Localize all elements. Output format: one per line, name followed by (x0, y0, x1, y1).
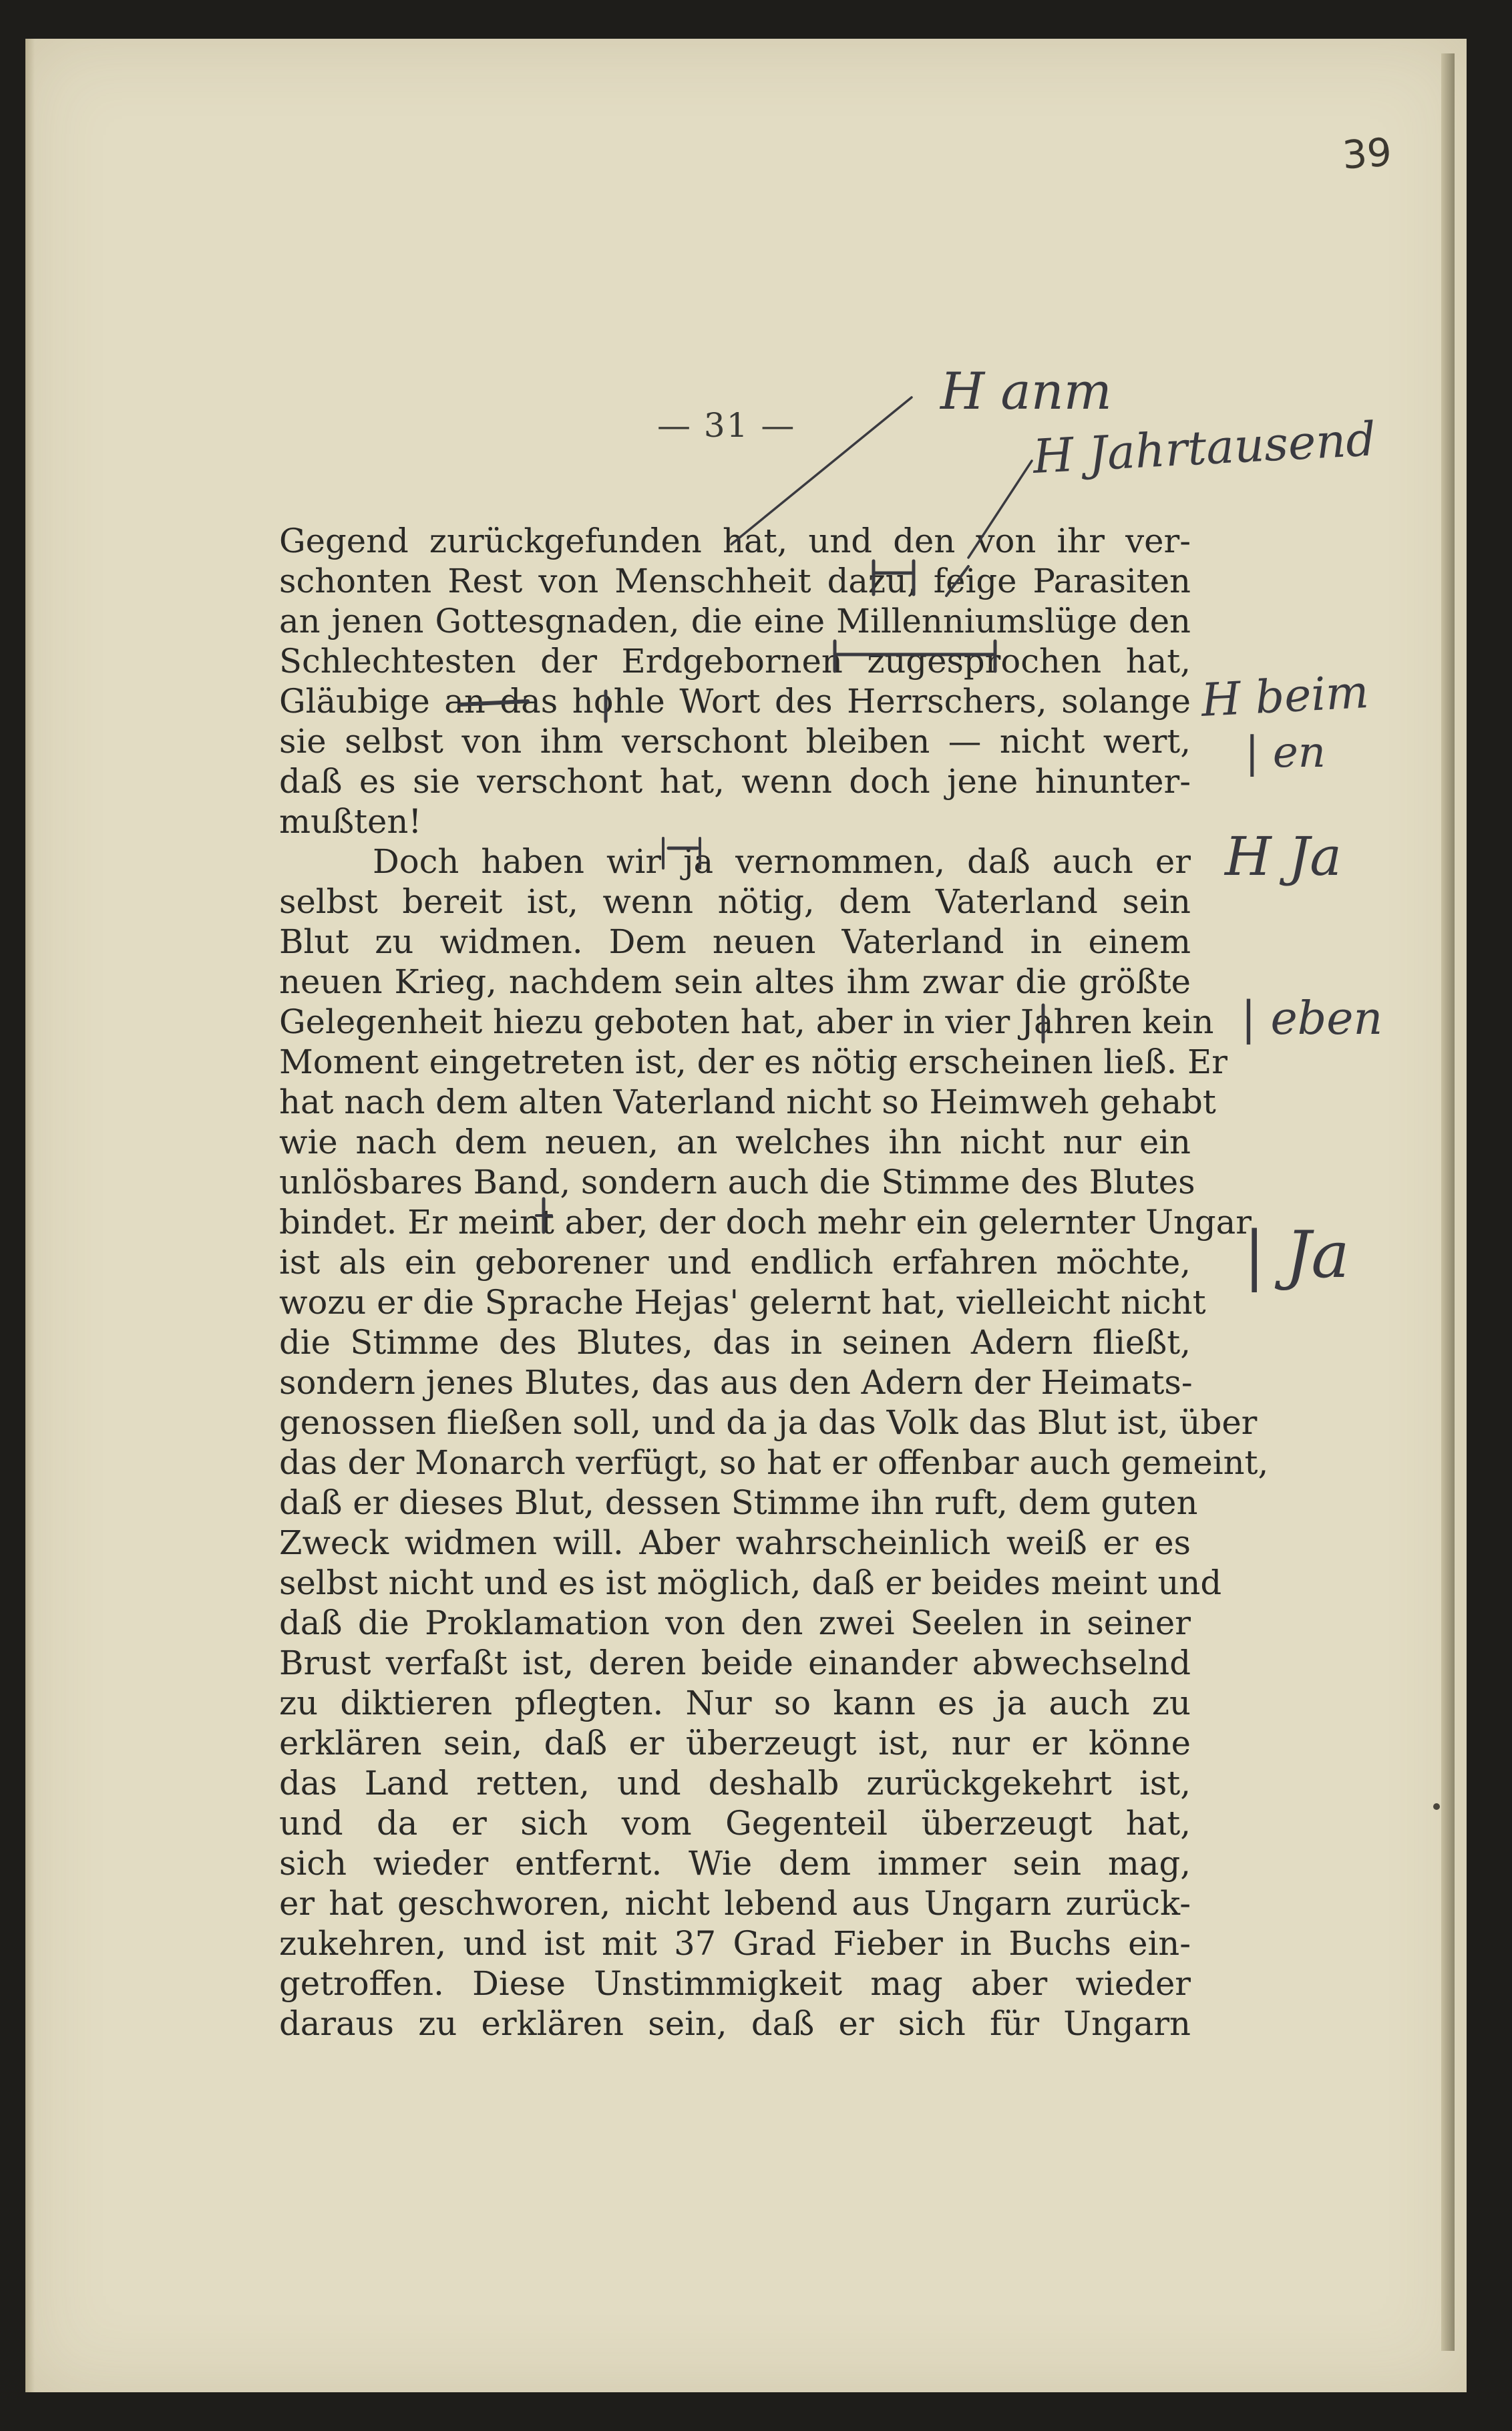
text-line: Schlechtesten der Erdgebornen zugesprochen hat, (279, 642, 1191, 681)
annotation-margin-4: | eben (1241, 992, 1383, 1045)
text-line: und da er sich vom Gegenteil überzeugt hat, (279, 1804, 1191, 1843)
annotation-margin-2: | en (1245, 728, 1326, 777)
text-line: genossen fließen soll, und da ja das Volk das Blut ist, über (279, 1403, 1258, 1442)
page-gutter-shadow (25, 39, 35, 2392)
text-line: das Land retten, und deshalb zurückgekehrt ist, (279, 1764, 1191, 1803)
text-line: wie nach dem neuen, an welches ihn nicht nur ein (279, 1123, 1191, 1161)
text-line: selbst nicht und es ist möglich, daß er beides meint und (279, 1563, 1222, 1602)
text-line: die Stimme des Blutes, das in seinen Adern fließt, (279, 1323, 1191, 1362)
text-line: sich wieder entfernt. Wie dem immer sein mag, (279, 1844, 1191, 1883)
text-line: Gelegenheit hiezu geboten hat, aber in vier Jahren kein (279, 1002, 1214, 1041)
annotation-margin-1: H beim (1199, 665, 1370, 727)
text-line: sondern jenes Blutes, das aus den Adern der Heimats- (279, 1363, 1193, 1402)
annotation-margin-3: H Ja (1225, 825, 1342, 888)
printed-page-number: — 31 — (657, 406, 796, 445)
text-line: Gläubige an das hohle Wort des Herrschers, solange (279, 682, 1191, 721)
text-line: erklären sein, daß er überzeugt ist, nur er könne (279, 1724, 1191, 1762)
text-line: er hat geschworen, nicht lebend aus Ungarn zurück- (279, 1884, 1191, 1923)
text-line: mußten! (279, 802, 422, 841)
text-line: Brust verfaßt ist, deren beide einander abwechselnd (279, 1644, 1191, 1682)
text-line: Doch haben wir ja vernommen, daß auch er (373, 842, 1191, 881)
text-line: an jenen Gottesgnaden, die eine Millenniumslüge den (279, 602, 1191, 640)
annotation-top-word-2: H Jahrtausend (1031, 411, 1378, 484)
page-fore-edge (1441, 53, 1455, 2351)
text-line: ist als ein geborener und endlich erfahren möchte, (279, 1243, 1191, 1282)
text-line: schonten Rest von Menschheit dazu, feige Parasiten (279, 562, 1191, 600)
text-line: Zweck widmen will. Aber wahrscheinlich weiß er es (279, 1523, 1191, 1562)
text-line: das der Monarch verfügt, so hat er offenbar auch gemeint, (279, 1443, 1269, 1482)
annotation-margin-5: | Ja (1244, 1218, 1350, 1292)
text-line: wozu er die Sprache Hejas' gelernt hat, vielleicht nicht (279, 1283, 1206, 1322)
text-line: daß er dieses Blut, dessen Stimme ihn ruft, dem guten (279, 1483, 1198, 1522)
text-line: getroffen. Diese Unstimmigkeit mag aber wieder (279, 1964, 1191, 2003)
archive-page-number: 39 (1340, 129, 1394, 178)
text-line: daß es sie verschont hat, wenn doch jene hinunter- (279, 762, 1191, 801)
text-line: selbst bereit ist, wenn nötig, dem Vaterland sein (279, 882, 1191, 921)
text-line: zu diktieren pflegten. Nur so kann es ja auch zu (279, 1684, 1191, 1722)
annotation-top-word-1: H anm (940, 361, 1112, 421)
text-line: sie selbst von ihm verschont bleiben — nicht wert, (279, 722, 1191, 761)
text-line: neuen Krieg, nachdem sein altes ihm zwar die größte (279, 962, 1191, 1001)
text-line: hat nach dem alten Vaterland nicht so Heimweh gehabt (279, 1083, 1216, 1121)
text-line: daraus zu erklären sein, daß er sich für Ungarn (279, 2004, 1191, 2043)
text-line: Gegend zurückgefunden hat, und den von ihr ver- (279, 522, 1191, 560)
body-text (279, 521, 1269, 2044)
text-line: daß die Proklamation von den zwei Seelen in seiner (279, 1604, 1191, 1642)
text-line: Blut zu widmen. Dem neuen Vaterland in einem (279, 922, 1191, 961)
text-line: unlösbares Band, sondern auch die Stimme des Blutes (279, 1163, 1195, 1201)
text-line: zukehren, und ist mit 37 Grad Fieber in Buchs ein- (279, 1924, 1191, 1963)
ink-dot (1433, 1803, 1440, 1810)
text-line: Moment eingetreten ist, der es nötig erscheinen ließ. Er (279, 1043, 1227, 1081)
text-line: bindet. Er meint aber, der doch mehr ein gelernter Ungar (279, 1203, 1252, 1242)
